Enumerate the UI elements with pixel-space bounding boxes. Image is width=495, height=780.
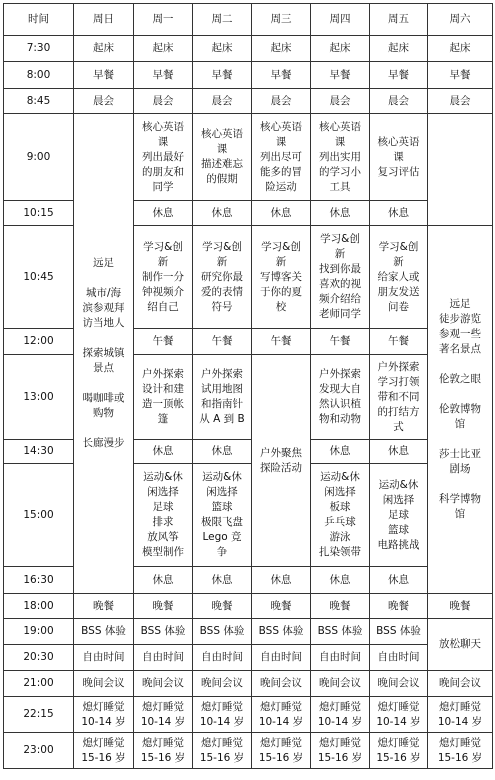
time-cell: 16:30	[4, 567, 74, 594]
time-cell: 20:30	[4, 645, 74, 671]
cell-morning-meeting: 晨会	[370, 89, 428, 114]
cell-free-time: 自由时间	[252, 645, 311, 671]
cell-free-time: 自由时间	[74, 645, 134, 671]
saturday-excursion-cell: 远足 徒步游览 参观一些 著名景点 伦敦之眼 伦敦博物 馆 莎士比亚 剧场 科学博物 馆	[428, 226, 493, 594]
row-1800	[4, 594, 493, 619]
cell-evening-meeting: 晚间会议	[193, 671, 252, 697]
cell-wake: 起床	[370, 36, 428, 62]
cell-outdoor-tuesday: 户外探索 试用地图 和指南针 从 A 到 B	[193, 355, 252, 440]
cell-study-friday: 学习&创 新 给家人或 朋友发送 问卷	[370, 226, 428, 329]
cell-dinner: 晚餐	[193, 594, 252, 619]
cell-sports-thursday: 运动&休 闲选择 板球 乒乓球 游泳 扎染领带	[311, 464, 370, 567]
time-cell: 21:00	[4, 671, 74, 697]
cell-dinner: 晚餐	[428, 594, 493, 619]
cell-sports-tuesday: 运动&休 闲选择 篮球 极限飞盘 Lego 竞 争	[193, 464, 252, 567]
row-0800	[4, 62, 493, 89]
cell-outdoor-monday: 户外探索 设计和建 造一顶帐 篷	[134, 355, 193, 440]
time-cell: 22:15	[4, 697, 74, 733]
cell-break: 休息	[370, 440, 428, 464]
cell-lunch: 午餐	[193, 329, 252, 355]
cell-break: 休息	[193, 201, 252, 226]
cell-evening-meeting: 晚间会议	[370, 671, 428, 697]
cell-break: 休息	[252, 567, 311, 594]
cell-breakfast: 早餐	[252, 62, 311, 89]
cell-break: 休息	[370, 201, 428, 226]
cell-lights-out-young: 熄灯睡觉 10-14 岁	[134, 697, 193, 733]
cell-break: 休息	[252, 201, 311, 226]
cell-bss: BSS 体验	[74, 619, 134, 645]
cell-outdoor-thursday: 户外探索 发现大自 然认识植 物和动物	[311, 355, 370, 440]
cell-dinner: 晚餐	[74, 594, 134, 619]
cell-bss: BSS 体验	[193, 619, 252, 645]
time-cell: 7:30	[4, 36, 74, 62]
cell-lights-out-young: 熄灯睡觉 10-14 岁	[428, 697, 493, 733]
cell-evening-meeting: 晚间会议	[74, 671, 134, 697]
cell-breakfast: 早餐	[370, 62, 428, 89]
saturday-empty-cell	[428, 114, 493, 226]
cell-lights-out-young: 熄灯睡觉 10-14 岁	[370, 697, 428, 733]
time-cell: 8:00	[4, 62, 74, 89]
cell-wake: 起床	[311, 36, 370, 62]
cell-wake: 起床	[134, 36, 193, 62]
cell-english-wednesday: 核心英语 课 列出尽可 能多的冒 险运动	[252, 114, 311, 201]
cell-evening-meeting: 晚间会议	[252, 671, 311, 697]
cell-lunch: 午餐	[311, 329, 370, 355]
cell-lights-out-old: 熄灯睡觉 15-16 岁	[193, 733, 252, 769]
time-cell: 13:00	[4, 355, 74, 440]
cell-wake: 起床	[193, 36, 252, 62]
cell-evening-meeting: 晚间会议	[134, 671, 193, 697]
cell-english-friday: 核心英语 课 复习评估	[370, 114, 428, 201]
cell-lunch: 午餐	[370, 329, 428, 355]
cell-dinner: 晚餐	[134, 594, 193, 619]
cell-breakfast: 早餐	[193, 62, 252, 89]
cell-free-time: 自由时间	[311, 645, 370, 671]
cell-break: 休息	[134, 201, 193, 226]
time-cell: 19:00	[4, 619, 74, 645]
cell-evening-meeting: 晚间会议	[311, 671, 370, 697]
cell-breakfast: 早餐	[74, 62, 134, 89]
cell-bss: BSS 体验	[252, 619, 311, 645]
row-2100	[4, 671, 493, 697]
cell-outdoor-friday: 户外探索 学习打领 带和不同 的打结方 式	[370, 355, 428, 440]
cell-lights-out-old: 熄灯睡觉 15-16 岁	[252, 733, 311, 769]
row-2215	[4, 697, 493, 733]
cell-lights-out-young: 熄灯睡觉 10-14 岁	[74, 697, 134, 733]
cell-lights-out-old: 熄灯睡觉 15-16 岁	[428, 733, 493, 769]
cell-break: 休息	[193, 440, 252, 464]
header-sunday: 周日	[74, 4, 134, 36]
cell-break: 休息	[311, 567, 370, 594]
cell-morning-meeting: 晨会	[134, 89, 193, 114]
cell-lights-out-old: 熄灯睡觉 15-16 岁	[370, 733, 428, 769]
cell-lunch: 午餐	[252, 329, 311, 355]
cell-lights-out-old: 熄灯睡觉 15-16 岁	[74, 733, 134, 769]
time-cell: 9:00	[4, 114, 74, 201]
cell-english-tuesday: 核心英语 课 描述难忘 的假期	[193, 114, 252, 201]
time-cell: 18:00	[4, 594, 74, 619]
cell-evening-meeting: 晚间会议	[428, 671, 493, 697]
cell-break: 休息	[193, 567, 252, 594]
header-row	[4, 4, 493, 36]
row-0730	[4, 36, 493, 62]
cell-lights-out-old: 熄灯睡觉 15-16 岁	[134, 733, 193, 769]
header-wednesday: 周三	[252, 4, 311, 36]
header-tuesday: 周二	[193, 4, 252, 36]
cell-outdoor-wednesday: 户外聚焦 探险活动	[252, 355, 311, 567]
cell-sports-monday: 运动&休 闲选择 足球 排求 放风筝 模型制作	[134, 464, 193, 567]
cell-lights-out-young: 熄灯睡觉 10-14 岁	[252, 697, 311, 733]
header-time: 时间	[4, 4, 74, 36]
time-cell: 14:30	[4, 440, 74, 464]
cell-break: 休息	[311, 201, 370, 226]
row-0900	[4, 114, 493, 201]
cell-study-thursday: 学习&创 新 找到你最 喜欢的视 频介绍给 老师同学	[311, 226, 370, 329]
cell-breakfast: 早餐	[428, 62, 493, 89]
cell-dinner: 晚餐	[252, 594, 311, 619]
cell-breakfast: 早餐	[134, 62, 193, 89]
cell-break: 休息	[134, 567, 193, 594]
weekly-schedule-table	[3, 3, 493, 769]
cell-english-thursday: 核心英语 课 列出实用 的学习小 工具	[311, 114, 370, 201]
row-1900	[4, 619, 493, 645]
cell-lunch: 午餐	[134, 329, 193, 355]
cell-break: 休息	[311, 440, 370, 464]
cell-study-monday: 学习&创 新 制作一分 钟视频介 绍自己	[134, 226, 193, 329]
row-0845	[4, 89, 493, 114]
cell-dinner: 晚餐	[370, 594, 428, 619]
cell-morning-meeting: 晨会	[252, 89, 311, 114]
time-cell: 23:00	[4, 733, 74, 769]
time-cell: 10:15	[4, 201, 74, 226]
cell-english-monday: 核心英语 课 列出最好 的朋友和 同学	[134, 114, 193, 201]
time-cell: 10:45	[4, 226, 74, 329]
cell-free-time: 自由时间	[134, 645, 193, 671]
cell-bss: BSS 体验	[370, 619, 428, 645]
header-monday: 周一	[134, 4, 193, 36]
cell-bss: BSS 体验	[311, 619, 370, 645]
cell-lights-out-young: 熄灯睡觉 10-14 岁	[193, 697, 252, 733]
cell-wake: 起床	[252, 36, 311, 62]
header-thursday: 周四	[311, 4, 370, 36]
cell-dinner: 晚餐	[311, 594, 370, 619]
cell-breakfast: 早餐	[311, 62, 370, 89]
cell-break: 休息	[370, 567, 428, 594]
cell-morning-meeting: 晨会	[428, 89, 493, 114]
cell-morning-meeting: 晨会	[193, 89, 252, 114]
row-2300	[4, 733, 493, 769]
header-saturday: 周六	[428, 4, 493, 36]
cell-morning-meeting: 晨会	[311, 89, 370, 114]
cell-lights-out-old: 熄灯睡觉 15-16 岁	[311, 733, 370, 769]
cell-wake: 起床	[428, 36, 493, 62]
time-cell: 8:45	[4, 89, 74, 114]
cell-free-time: 自由时间	[193, 645, 252, 671]
time-cell: 15:00	[4, 464, 74, 567]
cell-free-time: 自由时间	[370, 645, 428, 671]
header-friday: 周五	[370, 4, 428, 36]
cell-morning-meeting: 晨会	[74, 89, 134, 114]
saturday-relax-cell: 放松聊天	[428, 619, 493, 671]
cell-study-tuesday: 学习&创 新 研究你最 爱的表情 符号	[193, 226, 252, 329]
cell-bss: BSS 体验	[134, 619, 193, 645]
cell-wake: 起床	[74, 36, 134, 62]
cell-lights-out-young: 熄灯睡觉 10-14 岁	[311, 697, 370, 733]
time-cell: 12:00	[4, 329, 74, 355]
row-2030	[4, 645, 493, 671]
cell-sports-friday: 运动&休 闲选择 足球 篮球 电路挑战	[370, 464, 428, 567]
cell-study-wednesday: 学习&创 新 写博客关 于你的夏 校	[252, 226, 311, 329]
sunday-excursion-cell: 远足 城市/海 滨参观拜 访当地人 探索城镇 景点 喝咖啡或 购物 长廊漫步	[74, 114, 134, 594]
cell-break: 休息	[134, 440, 193, 464]
